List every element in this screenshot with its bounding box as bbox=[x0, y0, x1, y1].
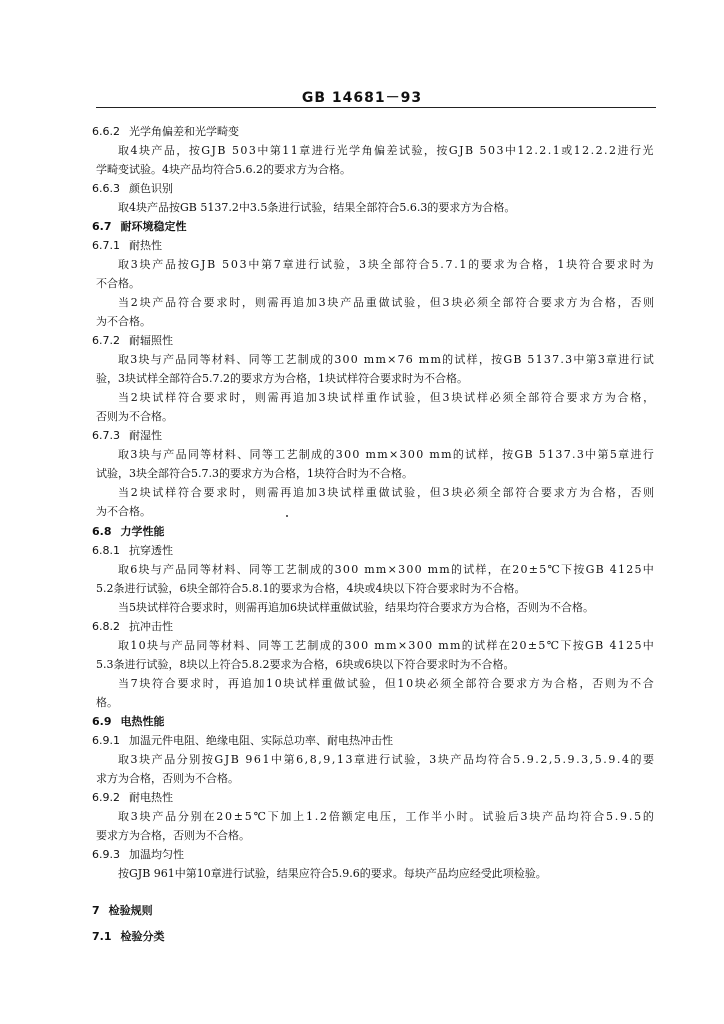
section-number: 6.8.2 bbox=[92, 620, 120, 633]
section-number: 6.7.2 bbox=[92, 334, 120, 347]
paragraph-line-indented: 当2块试样符合要求时，则需再追加3块试样重做试验，但3块必须全部符合要求方为合格，否则 bbox=[118, 486, 656, 499]
paragraph-line: 5.3条进行试验，8块以上符合5.8.2要求为合格，6块或6块以下符合要求时为不合格。 bbox=[96, 658, 515, 671]
section-title: 耐热性 bbox=[129, 239, 162, 252]
section-number: 6.7 bbox=[92, 220, 112, 233]
paragraph-line-indented: 取3块与产品同等材料、同等工艺制成的300 mm×300 mm的试样，按GB 5137.3中第5章进行 bbox=[118, 448, 656, 461]
section-heading bbox=[92, 848, 184, 862]
section-title: 抗冲击性 bbox=[129, 620, 173, 633]
section-title: 电热性能 bbox=[120, 715, 165, 728]
paragraph-line: 5.2条进行试验，6块全部符合5.8.1的要求为合格，4块或4块以下符合要求时为不合格。 bbox=[96, 582, 526, 595]
paragraph-line-indented: 取3块产品分别按GJB 961中第6,8,9,13章进行试验，3块产品均符合5.9.2,5.9.3,5.9.4的要 bbox=[118, 753, 656, 766]
section-title: 颜色识别 bbox=[129, 182, 173, 195]
section-number: 6.7.3 bbox=[92, 429, 120, 442]
section-title: 检验分类 bbox=[120, 930, 165, 943]
section-heading bbox=[92, 791, 173, 805]
standard-code-header: GB 14681－93 bbox=[301, 90, 423, 106]
section-number: 6.9.2 bbox=[92, 791, 120, 804]
paragraph-line: 为不合格。 bbox=[96, 315, 151, 328]
paragraph-line-indented: 当5块试样符合要求时，则需再追加6块试样重做试验，结果均符合要求方为合格，否则为不合格。 bbox=[118, 601, 594, 614]
section-number: 6.6.3 bbox=[92, 182, 120, 195]
section-heading bbox=[92, 525, 165, 539]
paragraph-line: 验，3块试样全部符合5.7.2的要求方为合格，1块试样符合要求时为不合格。 bbox=[96, 372, 468, 385]
section-heading bbox=[92, 715, 165, 729]
header-rule bbox=[96, 107, 656, 108]
section-title: 加温元件电阻、绝缘电阻、实际总功率、耐电热冲击性 bbox=[129, 734, 393, 747]
section-heading bbox=[92, 125, 239, 139]
section-heading bbox=[92, 734, 393, 748]
paragraph-line: 要求方为合格，否则为不合格。 bbox=[96, 829, 250, 842]
paragraph-line-indented: 当7块符合要求时，再追加10块试样重做试验，但10块必须全部符合要求方为合格，否则为不合 bbox=[118, 677, 656, 690]
paragraph-line-indented: 按GJB 961中第10章进行试验，结果应符合5.9.6的要求。每块产品均应经受此项检验。 bbox=[118, 867, 547, 880]
paragraph-line-indented: 当2块产品符合要求时，则需再追加3块产品重做试验，但3块必须全部符合要求方为合格，否则 bbox=[118, 296, 656, 309]
section-number: 6.7.1 bbox=[92, 239, 120, 252]
paragraph-line: 不合格。 bbox=[96, 277, 140, 290]
section-title: 光学角偏差和光学畸变 bbox=[129, 125, 239, 138]
paragraph-line: 求方为合格，否则为不合格。 bbox=[96, 772, 239, 785]
section-number: 6.9.3 bbox=[92, 848, 120, 861]
section-number: 6.9 bbox=[92, 715, 112, 728]
scan-speck bbox=[286, 515, 288, 517]
section-heading bbox=[92, 334, 173, 348]
paragraph-line: 否则为不合格。 bbox=[96, 410, 173, 423]
section-title: 力学性能 bbox=[120, 525, 165, 538]
section-number: 6.8 bbox=[92, 525, 112, 538]
section-heading bbox=[92, 239, 162, 253]
section-number: 7.1 bbox=[92, 930, 112, 943]
section-title: 耐辐照性 bbox=[129, 334, 173, 347]
section-heading bbox=[92, 544, 173, 558]
paragraph-line-indented: 取6块与产品同等材料、同等工艺制成的300 mm×300 mm的试样，在20±5℃下按GB 4125中 bbox=[118, 563, 656, 576]
paragraph-line-indented: 取4块产品，按GJB 503中第11章进行光学角偏差试验，按GJB 503中12.2.1或12.2.2进行光 bbox=[118, 144, 655, 157]
section-title: 耐电热性 bbox=[129, 791, 173, 804]
section-number: 6.9.1 bbox=[92, 734, 120, 747]
section-heading bbox=[92, 182, 173, 196]
section-heading bbox=[92, 904, 153, 918]
section-title: 耐环境稳定性 bbox=[120, 220, 187, 233]
section-title: 加温均匀性 bbox=[129, 848, 184, 861]
paragraph-line-indented: 取3块产品分别在20±5℃下加上1.2倍额定电压，工作半小时。试验后3块产品均符合5.9.5的 bbox=[118, 810, 656, 823]
section-number: 6.8.1 bbox=[92, 544, 120, 557]
paragraph-line: 学畸变试验。4块产品均符合5.6.2的要求方为合格。 bbox=[96, 163, 351, 176]
paragraph-line-indented: 取3块产品按GJB 503中第7章进行试验，3块全部符合5.7.1的要求为合格，1块符合要求时为 bbox=[118, 258, 656, 271]
paragraph-line: 格。 bbox=[96, 696, 118, 709]
section-number: 6.6.2 bbox=[92, 125, 120, 138]
section-heading bbox=[92, 429, 162, 443]
section-heading bbox=[92, 220, 187, 234]
section-heading bbox=[92, 930, 165, 944]
section-heading bbox=[92, 620, 173, 634]
paragraph-line-indented: 取4块产品按GB 5137.2中3.5条进行试验，结果全部符合5.6.3的要求方为合格。 bbox=[118, 201, 516, 214]
section-title: 检验规则 bbox=[108, 904, 153, 917]
paragraph-line-indented: 取10块与产品同等材料、同等工艺制成的300 mm×300 mm的试样在20±5℃下按GB 4125中 bbox=[118, 639, 656, 652]
section-title: 抗穿透性 bbox=[129, 544, 173, 557]
paragraph-line-indented: 取3块与产品同等材料、同等工艺制成的300 mm×76 mm的试样，按GB 5137.3中第3章进行试 bbox=[118, 353, 656, 366]
paragraph-line: 试验，3块全部符合5.7.3的要求方为合格，1块符合时为不合格。 bbox=[96, 467, 413, 480]
section-number: 7 bbox=[92, 904, 100, 917]
paragraph-line-indented: 当2块试样符合要求时，则需再追加3块试样重作试验，但3块试样必须全部符合要求方为合格， bbox=[118, 391, 656, 404]
section-title: 耐湿性 bbox=[129, 429, 162, 442]
paragraph-line: 为不合格。 bbox=[96, 505, 151, 518]
